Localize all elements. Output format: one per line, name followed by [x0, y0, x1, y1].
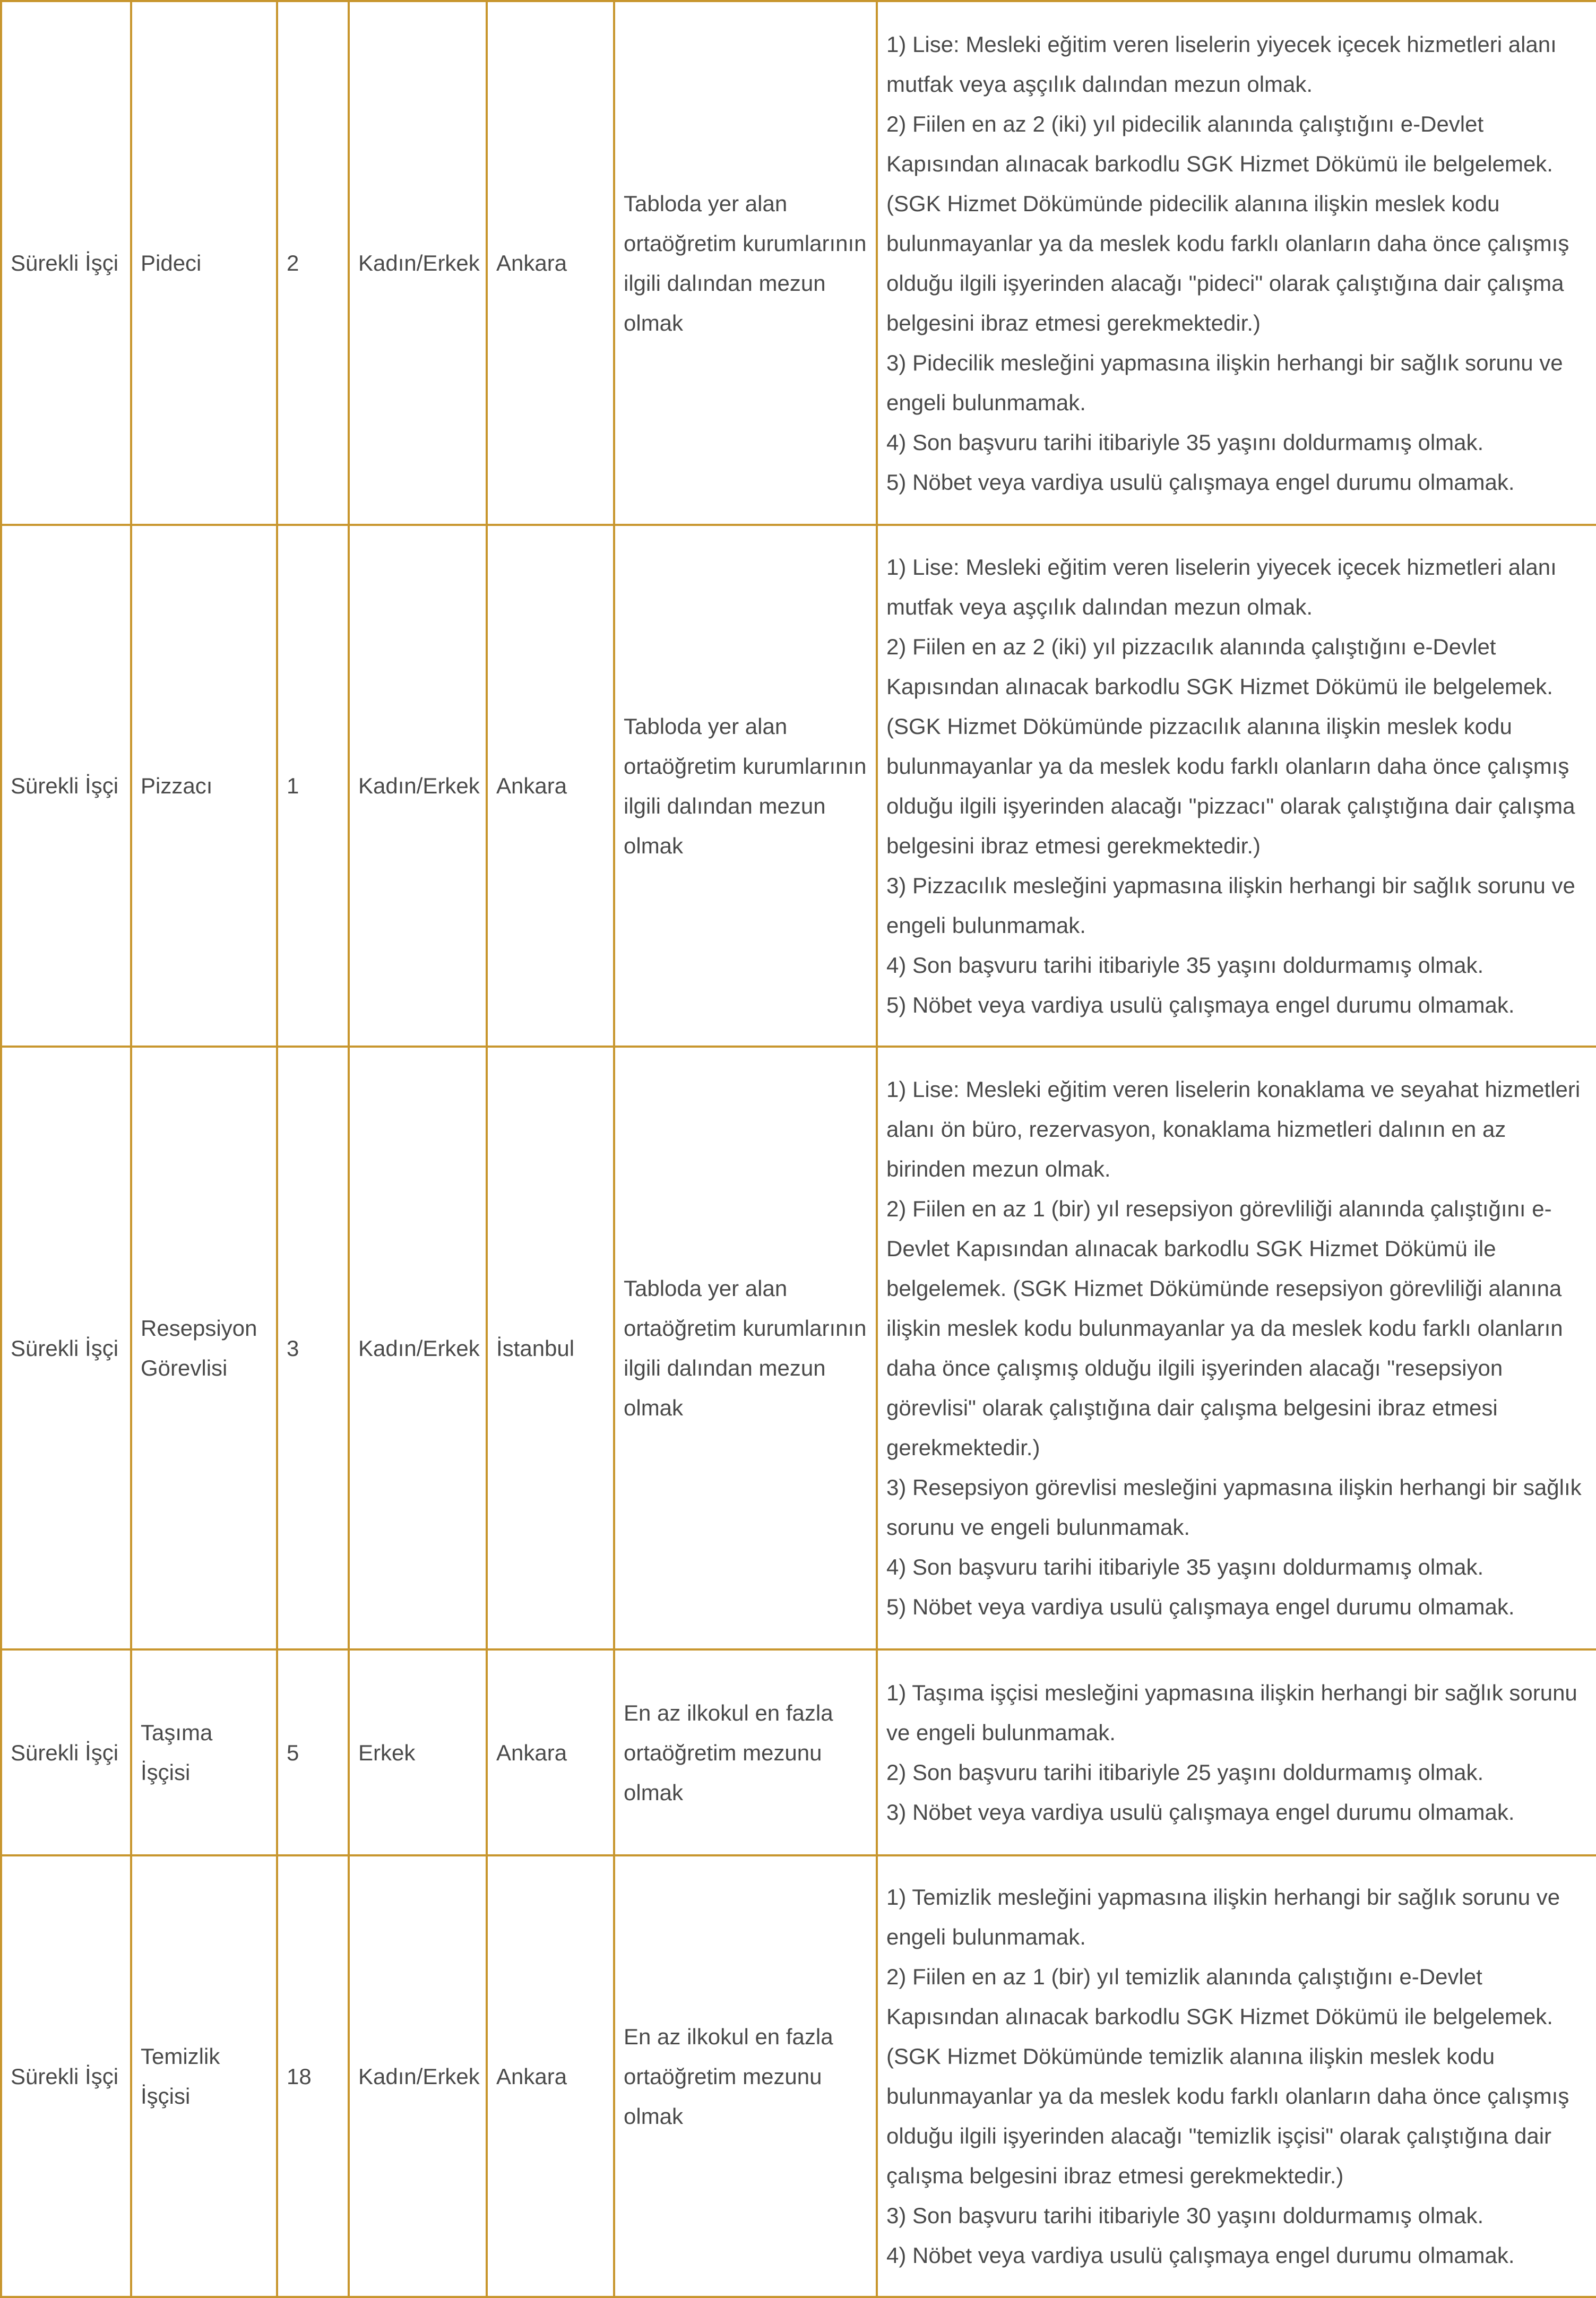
requirement-item: 1) Lise: Mesleki eğitim veren liselerin konaklama ve seyahat hizmetleri alanı ön büro, rezervasyon, konaklama hizmetleri dalının en az birinden mezun olmak. [886, 1077, 1581, 1181]
gender-cell: Kadın/Erkek [349, 1047, 487, 1649]
education-cell: Tabloda yer alan ortaöğretim kurumlarının ilgili dalından mezun olmak [614, 1047, 877, 1649]
table-row [1, 1649, 1596, 1855]
city-cell: Ankara [487, 1649, 614, 1855]
position-count-cell: 18 [277, 1855, 349, 2297]
city-cell: Ankara [487, 1, 614, 525]
employment-type-cell: Sürekli İşçi [1, 1, 131, 525]
requirement-item: 2) Son başvuru tarihi itibariyle 25 yaşını doldurmamış olmak. [886, 1760, 1484, 1785]
gender-cell: Erkek [349, 1649, 487, 1855]
position-count-cell: 1 [277, 525, 349, 1047]
employment-type-cell: Sürekli İşçi [1, 1047, 131, 1649]
requirement-item: 3) Nöbet veya vardiya usulü çalışmaya engel durumu olmamak. [886, 1800, 1515, 1825]
job-title-cell: Temizlik İşçisi [131, 1855, 277, 2297]
requirements-cell [877, 1855, 1596, 2297]
requirements-cell [877, 1649, 1596, 1855]
table-row [1, 1, 1596, 525]
city-cell: Ankara [487, 525, 614, 1047]
requirement-item: 3) Pizzacılık mesleğini yapmasına ilişkin herhangi bir sağlık sorunu ve engeli bulunmamak. [886, 872, 1575, 938]
position-count-cell: 3 [277, 1047, 349, 1649]
city-cell: İstanbul [487, 1047, 614, 1649]
requirement-item: 5) Nöbet veya vardiya usulü çalışmaya engel durumu olmamak. [886, 992, 1515, 1017]
table-row [1, 525, 1596, 1047]
employment-type-cell: Sürekli İşçi [1, 1855, 131, 2297]
requirement-item: 4) Son başvuru tarihi itibariyle 35 yaşını doldurmamış olmak. [886, 429, 1484, 455]
job-title-cell: Pizzacı [131, 525, 277, 1047]
requirement-item: 2) Fiilen en az 1 (bir) yıl resepsiyon görevliliği alanında çalıştığını e-Devlet Kapısından alınacak barkodlu SGK Hizmet Dökümü ile belgelemek. (SGK Hizmet Dökümünde resepsiyon görevliliği alanına ilişkin meslek kodu bulunmayanlar ya da meslek kodu farklı olanların daha önce çalışmış olduğu ilgili işyerinden alacağı "resepsiyon görevlisi" olarak çalıştığına dair çalışma belgesini ibraz etmesi gerekmektedir.) [886, 1196, 1563, 1460]
requirements-cell [877, 1047, 1596, 1649]
position-count-cell: 2 [277, 1, 349, 525]
employment-type-cell: Sürekli İşçi [1, 525, 131, 1047]
education-cell: En az ilkokul en fazla ortaöğretim mezunu olmak [614, 1855, 877, 2297]
gender-cell: Kadın/Erkek [349, 1, 487, 525]
job-title-cell: Pideci [131, 1, 277, 525]
requirement-item: 5) Nöbet veya vardiya usulü çalışmaya engel durumu olmamak. [886, 469, 1515, 495]
requirement-item: 5) Nöbet veya vardiya usulü çalışmaya engel durumu olmamak. [886, 1594, 1515, 1619]
job-title-cell: Taşıma İşçisi [131, 1649, 277, 1855]
requirement-item: 1) Lise: Mesleki eğitim veren liselerin yiyecek içecek hizmetleri alanı mutfak veya aşçılık dalından mezun olmak. [886, 554, 1557, 619]
requirement-item: 2) Fiilen en az 2 (iki) yıl pidecilik alanında çalıştığını e-Devlet Kapısından alınacak barkodlu SGK Hizmet Dökümü ile belgelemek. (SGK Hizmet Dökümünde pidecilik alanına ilişkin meslek kodu bulunmayanlar ya da meslek kodu farklı olanların daha önce çalışmış olduğu ilgili işyerinden alacağı "pideci" olarak çalıştığına dair çalışma belgesini ibraz etmesi gerekmektedir.) [886, 111, 1569, 335]
job-title-cell: Resepsiyon Görevlisi [131, 1047, 277, 1649]
requirement-item: 4) Nöbet veya vardiya usulü çalışmaya engel durumu olmamak. [886, 2243, 1515, 2268]
requirement-item: 2) Fiilen en az 2 (iki) yıl pizzacılık alanında çalıştığını e-Devlet Kapısından alınacak barkodlu SGK Hizmet Dökümü ile belgelemek. (SGK Hizmet Dökümünde pizzacılık alanına ilişkin meslek kodu bulunmayanlar ya da meslek kodu farklı olanların daha önce çalışmış olduğu ilgili işyerinden alacağı "pizzacı" olarak çalıştığına dair çalışma belgesini ibraz etmesi gerekmektedir.) [886, 634, 1575, 858]
table-row [1, 1047, 1596, 1649]
education-cell: Tabloda yer alan ortaöğretim kurumlarının ilgili dalından mezun olmak [614, 525, 877, 1047]
education-cell: Tabloda yer alan ortaöğretim kurumlarının ilgili dalından mezun olmak [614, 1, 877, 525]
requirement-item: 1) Taşıma işçisi mesleğini yapmasına ilişkin herhangi bir sağlık sorunu ve engeli bulunmamak. [886, 1680, 1577, 1745]
position-count-cell: 5 [277, 1649, 349, 1855]
requirement-item: 4) Son başvuru tarihi itibariyle 35 yaşını doldurmamış olmak. [886, 952, 1484, 978]
requirements-cell [877, 1, 1596, 525]
employment-type-cell: Sürekli İşçi [1, 1649, 131, 1855]
table-row [1, 1855, 1596, 2297]
requirement-item: 3) Son başvuru tarihi itibariyle 30 yaşını doldurmamış olmak. [886, 2203, 1484, 2228]
gender-cell: Kadın/Erkek [349, 525, 487, 1047]
education-cell: En az ilkokul en fazla ortaöğretim mezunu olmak [614, 1649, 877, 1855]
requirement-item: 1) Temizlik mesleğini yapmasına ilişkin herhangi bir sağlık sorunu ve engeli bulunmamak. [886, 1885, 1560, 1949]
gender-cell: Kadın/Erkek [349, 1855, 487, 2297]
requirements-cell [877, 525, 1596, 1047]
requirement-item: 1) Lise: Mesleki eğitim veren liselerin yiyecek içecek hizmetleri alanı mutfak veya aşçılık dalından mezun olmak. [886, 31, 1557, 97]
requirement-item: 4) Son başvuru tarihi itibariyle 35 yaşını doldurmamış olmak. [886, 1554, 1484, 1579]
city-cell: Ankara [487, 1855, 614, 2297]
requirement-item: 2) Fiilen en az 1 (bir) yıl temizlik alanında çalıştığını e-Devlet Kapısından alınacak barkodlu SGK Hizmet Dökümü ile belgelemek. (SGK Hizmet Dökümünde temizlik alanına ilişkin meslek kodu bulunmayanlar ya da meslek kodu farklı olanların daha önce çalışmış olduğu ilgili işyerinden alacağı "temizlik işçisi" olarak çalıştığına dair çalışma belgesini ibraz etmesi gerekmektedir.) [886, 1964, 1569, 2188]
requirement-item: 3) Pidecilik mesleğini yapmasına ilişkin herhangi bir sağlık sorunu ve engeli bulunmamak. [886, 350, 1563, 415]
requirement-item: 3) Resepsiyon görevlisi mesleğini yapmasına ilişkin herhangi bir sağlık sorunu ve engeli bulunmamak. [886, 1475, 1582, 1540]
